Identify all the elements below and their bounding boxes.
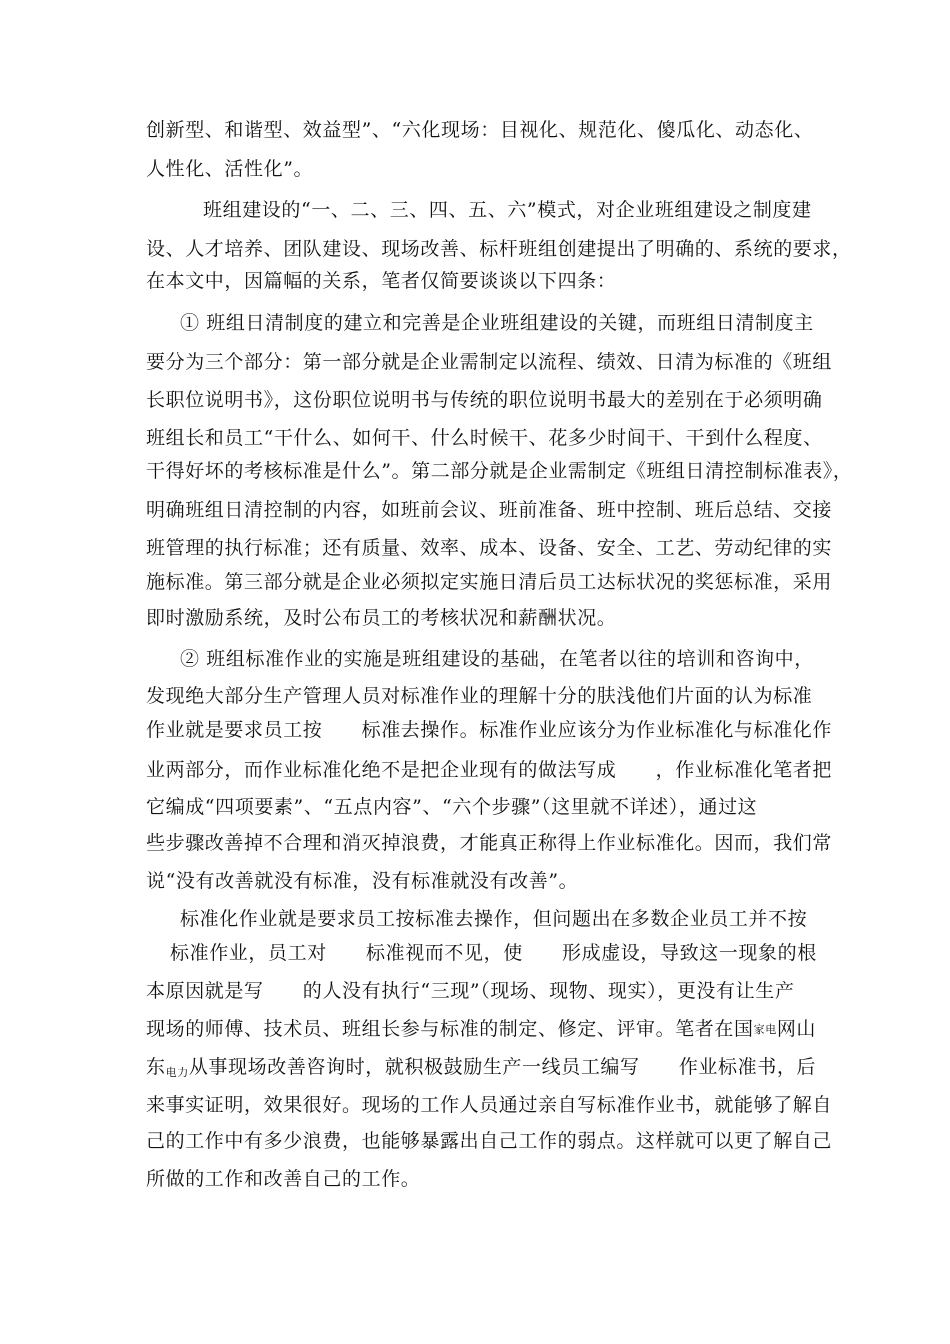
text-line: 即时激励系统，及时公布员工的考核状况和薪酬状况。 (146, 607, 617, 629)
text-line (146, 1054, 817, 1080)
text-line: ② 班组标准作业的实施是班组建设的基础，在笔者以往的培训和咨询中， (180, 648, 814, 670)
small-annotation: 电力 (165, 1066, 189, 1079)
text-line: 创新型、和谐型、效益型”、“六化现场：目视化、规范化、傻瓜化、动态化、 (146, 119, 814, 141)
text-line: 施标准。第三部分就是企业必须拟定实施日清后员工达标状况的奖惩标准，采用 (146, 571, 833, 593)
text-line: 在本文中，因篇幅的关系，笔者仅简要谈谈以下四条： (146, 270, 617, 292)
text-line: 干得好坏的考核标准是什么”。第二部分就是企业需制定《班组日清控制标准表》， (146, 460, 853, 482)
text-segment: 东 (146, 1056, 166, 1078)
text-segment: 从事现场改善咨询时，就积极鼓励生产一线员工编写 作业标准书，后 (188, 1056, 817, 1078)
text-line: 长职位说明书》，这份职位说明书与传统的职位说明书最大的差别在于必须明确 (146, 389, 823, 411)
text-segment: 现场的师傅、技术员、班组长参与标准的制定、修定、评审。笔者在国 (146, 1018, 754, 1040)
text-line: 它编成“四项要素”、“五点内容”、“六个步骤”（这里就不详述），通过这 (146, 796, 758, 818)
text-line: 设、人才培养、团队建设、现场改善、标杆班组创建提出了明确的、系统的要求， (146, 238, 852, 260)
text-line: 明确班组日清控制的内容，如班前会议、班前准备、班中控制、班后总结、交接 (146, 499, 833, 521)
text-line: 标准作业，员工对 标准视而不见，使 形成虚设，导致这一现象的根 (170, 942, 817, 964)
text-line: 发现绝大部分生产管理人员对标准作业的理解十分的肤浅他们片面的认为标准 (146, 685, 813, 707)
text-line: 所做的工作和改善自己的工作。 (146, 1168, 421, 1190)
text-line: 标准化作业就是要求员工按标准去操作，但问题出在多数企业员工并不按 (180, 908, 808, 930)
text-line: 人性化、活性化”。 (146, 158, 314, 180)
text-line: 来事实证明，效果很好。现场的工作人员通过亲自写标准作业书，就能够了解自 (146, 1094, 833, 1116)
text-line: 业两部分，而作业标准化绝不是把企业现有的做法写成 ，作业标准化笔者把 (146, 759, 833, 781)
text-line: 说“没有改善就没有标准，没有标准就没有改善”。 (146, 870, 579, 892)
text-line: 班组长和员工“干什么、如何干、什么时候干、花多少时间干、干到什么程度、 (146, 427, 823, 449)
text-line: 要分为三个部分：第一部分就是企业需制定以流程、绩效、日清为标准的《班组 (146, 351, 833, 373)
text-line: ① 班组日清制度的建立和完善是企业班组建设的关键，而班组日清制度主 (180, 312, 814, 334)
text-line: 作业就是要求员工按 标准去操作。标准作业应该分为作业标准化与标准化作 (146, 719, 833, 741)
text-line: 班组建设的“一、二、三、四、五、六”模式，对企业班组建设之制度建 (203, 199, 812, 221)
small-annotation: 家电 (753, 1023, 777, 1036)
text-segment: 网山 (776, 1018, 817, 1040)
text-line: 本原因就是写 的人没有执行“三现”（现场、现物、现实），更没有让生产 (146, 980, 795, 1002)
text-line: 班管理的执行标准；还有质量、效率、成本、设备、安全、工艺、劳动纪律的实 (146, 537, 833, 559)
text-line: 些步骤改善掉不合理和消灭掉浪费，才能真正称得上作业标准化。因而，我们常 (146, 832, 833, 854)
text-line: 己的工作中有多少浪费，也能够暴露出自己工作的弱点。这样就可以更了解自己 (146, 1130, 833, 1152)
text-line (146, 1016, 817, 1042)
